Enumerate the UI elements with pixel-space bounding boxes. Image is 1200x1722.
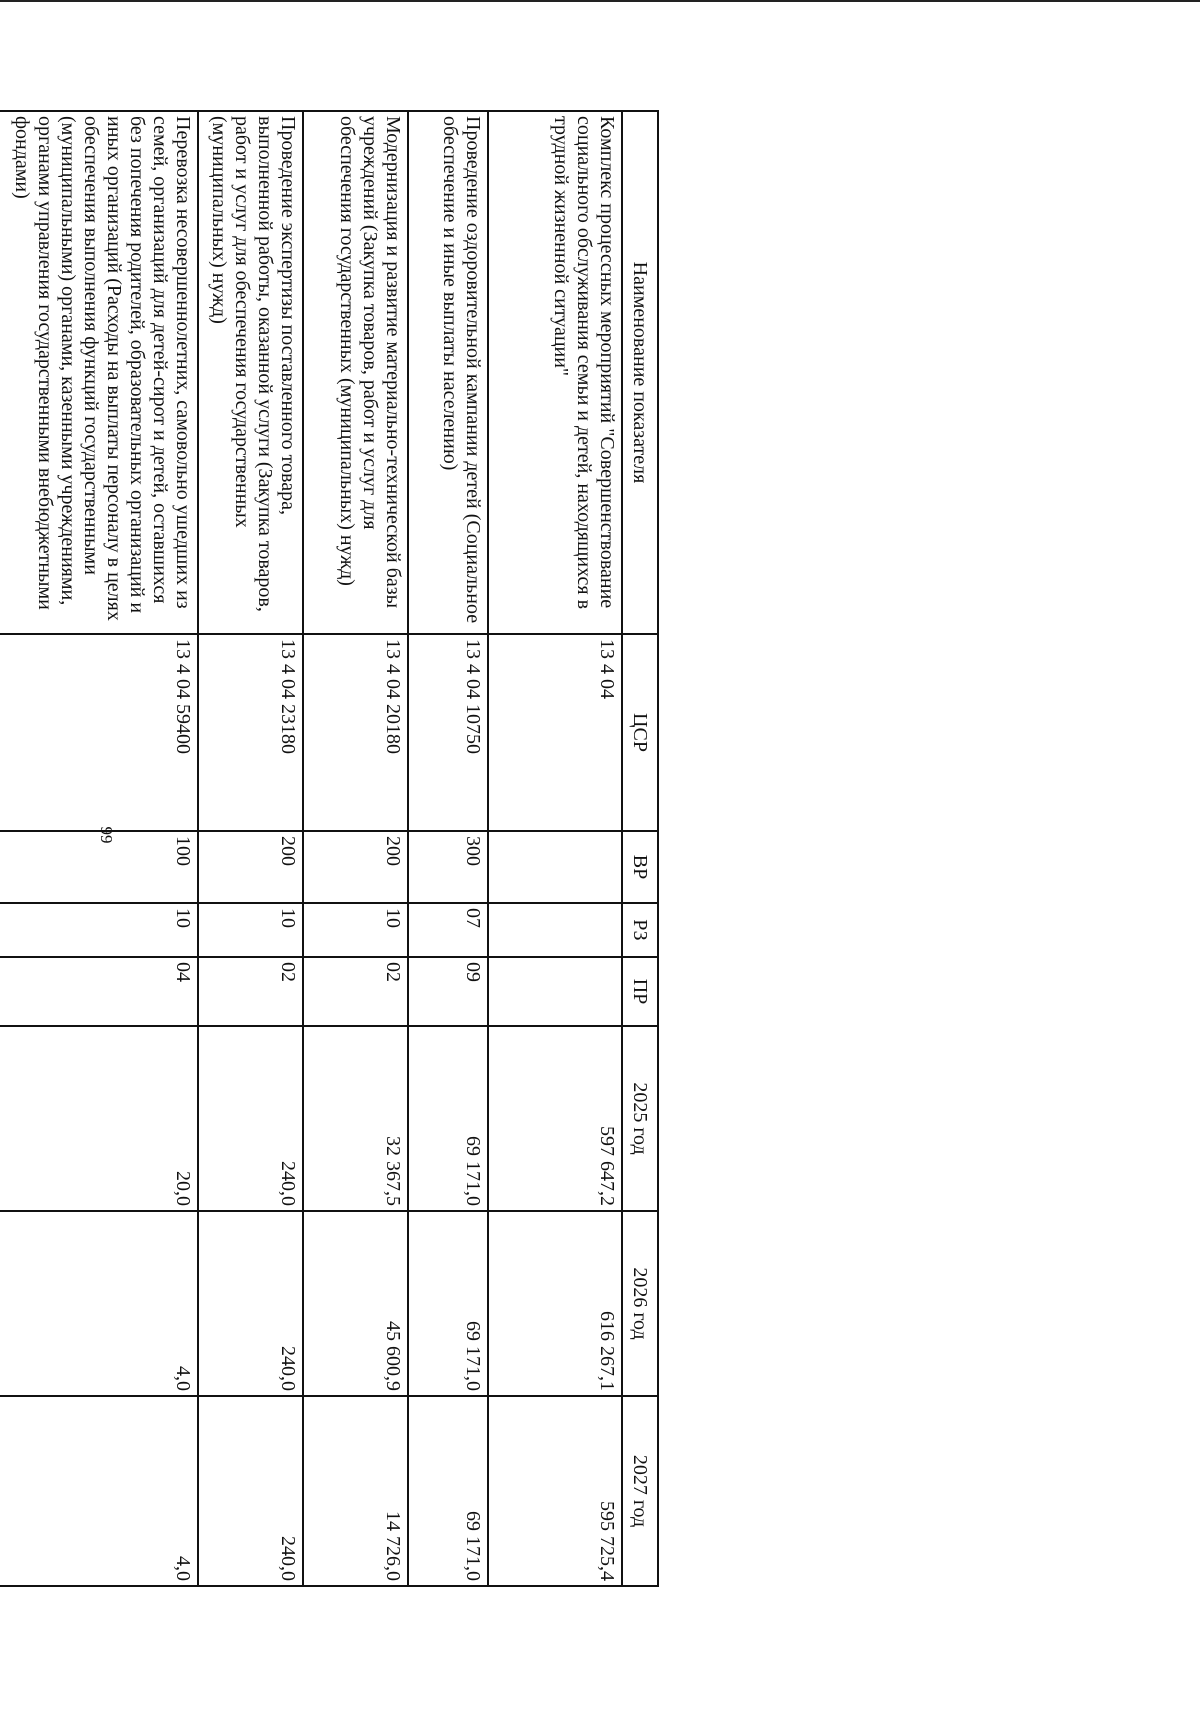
row-rz: 10 <box>0 903 198 957</box>
row-2027: 4,0 <box>0 1396 198 1586</box>
row-2026: 45 600,9 <box>303 1211 408 1396</box>
header-csr: ЦСР <box>622 634 658 831</box>
row-2026: 616 267,1 <box>488 1211 622 1396</box>
header-rz: РЗ <box>622 903 658 957</box>
row-vr <box>488 831 622 903</box>
row-pr <box>488 957 622 1026</box>
row-2026: 69 171,0 <box>408 1211 488 1396</box>
table-row <box>488 111 622 1586</box>
row-rz: 10 <box>198 903 303 957</box>
row-vr: 100 <box>0 831 198 903</box>
header-pr: ПР <box>622 957 658 1026</box>
header-name: Наименование показателя <box>622 111 658 634</box>
row-csr: 13 4 04 23180 <box>198 634 303 831</box>
row-2027: 69 171,0 <box>408 1396 488 1586</box>
row-pr: 02 <box>198 957 303 1026</box>
row-vr: 300 <box>408 831 488 903</box>
row-2025: 32 367,5 <box>303 1026 408 1211</box>
header-2026: 2026 год <box>622 1211 658 1396</box>
row-2027: 240,0 <box>198 1396 303 1586</box>
table-row <box>0 111 198 1586</box>
header-vr: ВР <box>622 831 658 903</box>
table-row <box>198 111 303 1586</box>
row-csr: 13 4 04 <box>488 634 622 831</box>
row-vr: 200 <box>303 831 408 903</box>
row-pr: 09 <box>408 957 488 1026</box>
header-row <box>622 111 658 1586</box>
row-2027: 595 725,4 <box>488 1396 622 1586</box>
budget-table <box>0 110 659 1587</box>
row-2026: 240,0 <box>198 1211 303 1396</box>
row-name: Перевозка несовершеннолетних, самовольно ушедших из семей, организаций для детей-сирот и детей, оставшихся без попечения родителей, образовательных организаций и иных организаций (Расходы на выплаты персоналу в целях обеспечения выполнения функций государственными (муниципальными) органами, казенными учреждениями, органами управления государственными внебюджетными фондами) <box>0 111 198 634</box>
row-name: Модернизация и развитие материально-технической базы учреждений (Закупка товаров, работ и услуг для обеспечения государственных (муниципальных) нужд) <box>303 111 408 634</box>
row-2025: 20,0 <box>0 1026 198 1211</box>
row-rz: 10 <box>303 903 408 957</box>
header-2027: 2027 год <box>622 1396 658 1586</box>
budget-table-rotated <box>0 110 659 1585</box>
row-pr: 04 <box>0 957 198 1026</box>
row-rz: 07 <box>408 903 488 957</box>
row-name: Проведение экспертизы поставленного товара, выполненной работы, оказанной услуги (Закупка товаров, работ и услуг для обеспечения государственных (муниципальных) нужд) <box>198 111 303 634</box>
row-pr: 02 <box>303 957 408 1026</box>
row-rz <box>488 903 622 957</box>
row-csr: 13 4 04 59400 <box>0 634 198 831</box>
header-2025: 2025 год <box>622 1026 658 1211</box>
row-2026: 4,0 <box>0 1211 198 1396</box>
scan-edge-line <box>0 0 1200 2</box>
row-2025: 597 647,2 <box>488 1026 622 1211</box>
table-row <box>303 111 408 1586</box>
page-number: 99 <box>97 826 116 844</box>
row-vr: 200 <box>198 831 303 903</box>
row-name: Проведение оздоровительной кампании детей (Социальное обеспечение и иные выплаты населению) <box>408 111 488 634</box>
row-csr: 13 4 04 10750 <box>408 634 488 831</box>
row-2025: 240,0 <box>198 1026 303 1211</box>
table-row <box>408 111 488 1586</box>
row-csr: 13 4 04 20180 <box>303 634 408 831</box>
row-name: Комплекс процессных мероприятий "Совершенствование социального обслуживания семьи и детей, находящихся в трудной жизненной ситуации" <box>488 111 622 634</box>
row-2027: 14 726,0 <box>303 1396 408 1586</box>
row-2025: 69 171,0 <box>408 1026 488 1211</box>
